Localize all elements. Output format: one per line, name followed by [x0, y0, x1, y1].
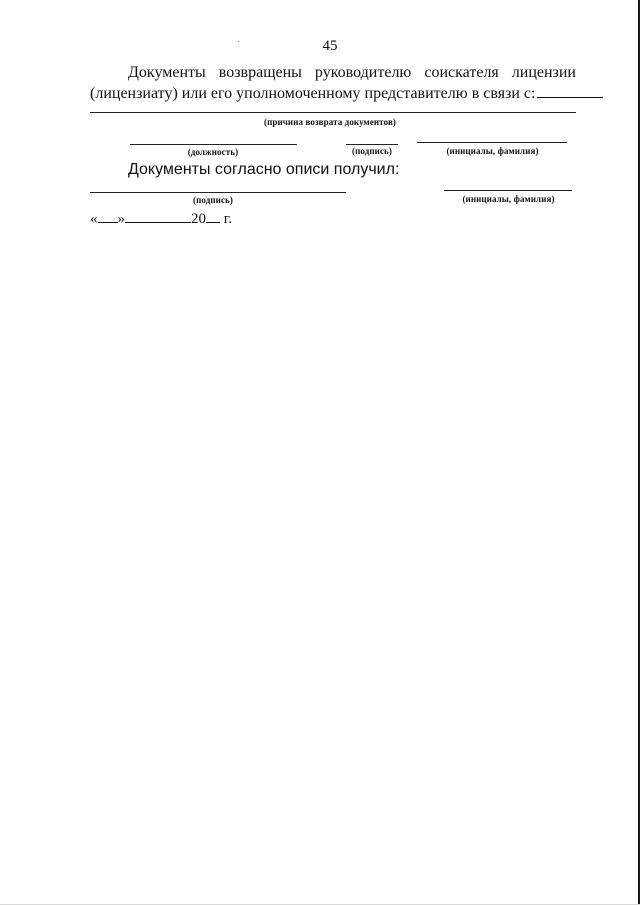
date-year-suffix: г. [223, 211, 232, 227]
receiver-signature-line[interactable] [90, 192, 346, 193]
signature-line[interactable] [346, 144, 398, 145]
position-caption: (должность) [187, 147, 239, 157]
return-line2-text: (лицензиату) или его уполномоченному представителю в связи с: [90, 85, 536, 102]
return-word: лицензии [511, 64, 576, 81]
reason-line[interactable] [90, 112, 576, 113]
receiver-initials-caption: (инициалы, фамилия) [462, 194, 555, 204]
reason-inline-blank[interactable] [537, 83, 603, 98]
date-year-prefix: 20 [191, 211, 206, 227]
receiver-initials-line[interactable] [444, 190, 572, 191]
date-year-blank[interactable] [206, 210, 220, 223]
date-day-blank[interactable] [98, 210, 118, 223]
scan-speck [238, 41, 239, 42]
position-line[interactable] [130, 144, 297, 145]
return-paragraph-line2 [90, 83, 603, 103]
receiver-signature-caption: (подпись) [193, 195, 233, 205]
return-word: возвращены [218, 64, 302, 81]
date-open-quote: « [90, 211, 98, 227]
reason-caption: (причина возврата документов) [263, 117, 397, 127]
return-word: соискателя [424, 64, 499, 81]
initials-caption: (инициалы, фамилия) [446, 146, 539, 156]
date-month-blank[interactable] [125, 210, 191, 223]
return-word: руководителю [314, 64, 412, 81]
receipt-statement: Документы согласно описи получил: [128, 161, 400, 178]
return-word: Документы [128, 64, 206, 81]
date-close-quote: » [117, 211, 125, 227]
date-line [90, 210, 232, 228]
return-paragraph-line1 [128, 64, 576, 82]
page-number: 45 [322, 38, 338, 54]
initials-line[interactable] [417, 142, 567, 143]
signature-caption: (подпись) [352, 146, 392, 156]
